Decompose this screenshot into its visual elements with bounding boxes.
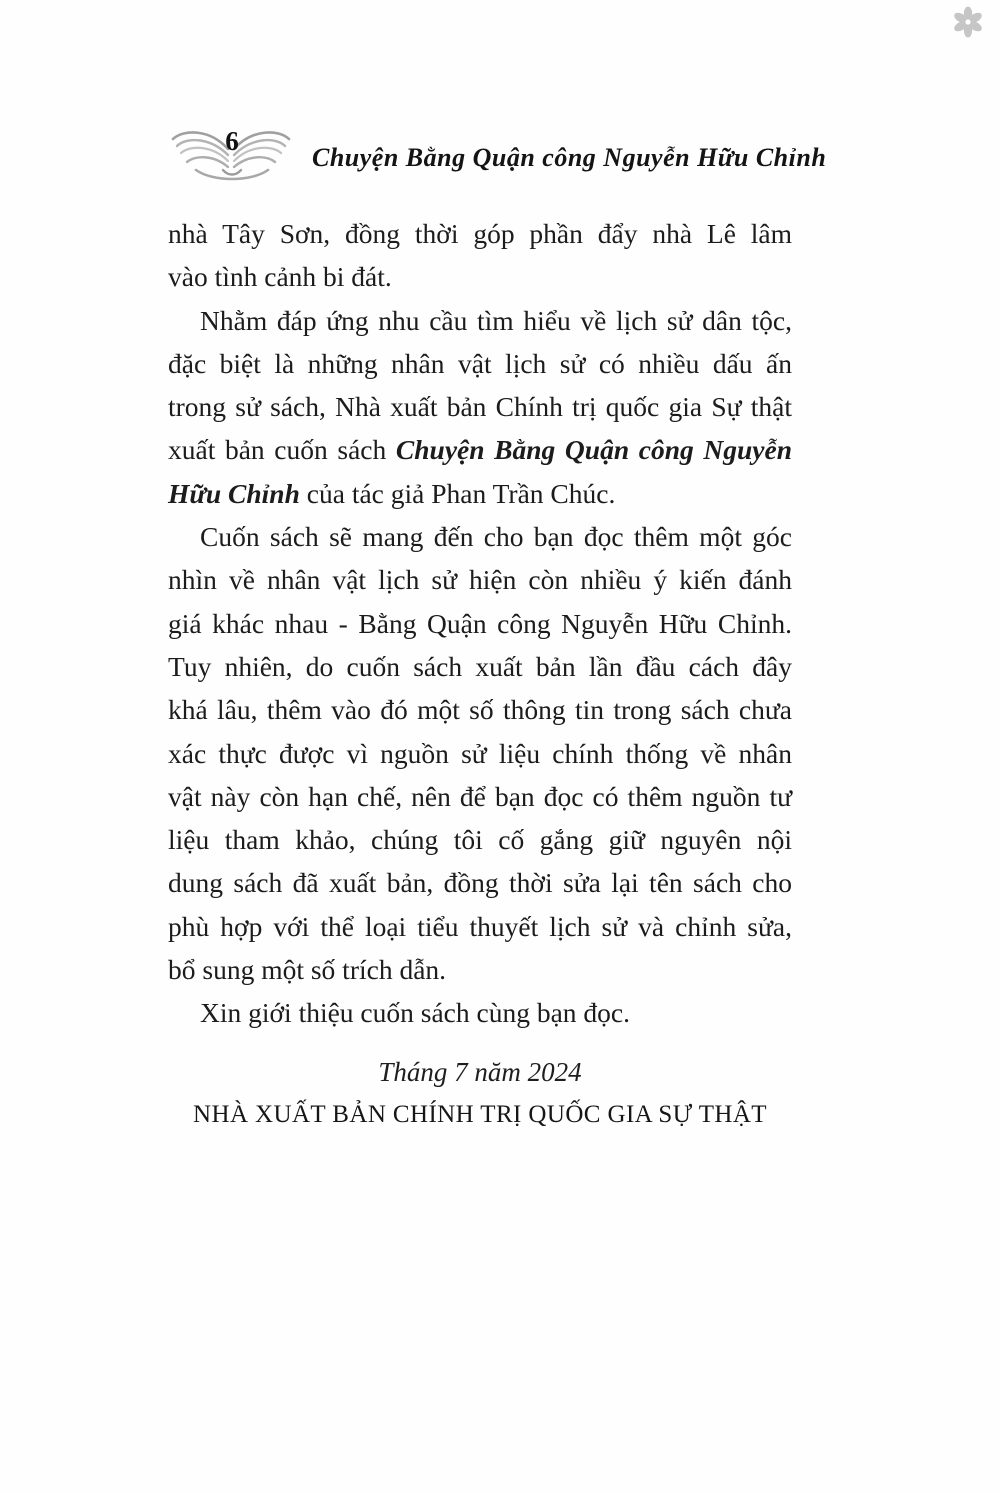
text-segment: Xin giới thiệu cuốn sách cùng bạn đọc. [200, 997, 630, 1029]
text-segment: Nhằm đáp ứng nhu cầu tìm hiểu về lịch sử dân tộc, [200, 304, 792, 336]
text-line [168, 948, 792, 991]
text-line [168, 385, 792, 428]
text-segment: dung sách đã xuất bản, đồng thời sửa lại tên sách cho [168, 867, 792, 899]
text-line [168, 299, 792, 342]
text-segment: vào tình cảnh bi đát. [168, 261, 392, 293]
text-line [168, 515, 792, 558]
text-line [168, 775, 792, 818]
text-line [168, 342, 792, 385]
page-number: 6 [225, 126, 239, 156]
paragraph [168, 299, 792, 515]
publisher-name: NHÀ XUẤT BẢN CHÍNH TRỊ QUỐC GIA SỰ THẬT [193, 1101, 767, 1128]
paragraph [168, 212, 792, 299]
text-segment: liệu tham khảo, chúng tôi cố gắng giữ nguyên nội [168, 824, 792, 856]
running-title: Chuyện Bằng Quận công Nguyễn Hữu Chỉnh [312, 143, 827, 172]
paragraph [168, 991, 792, 1034]
flower-ornament-icon [950, 4, 986, 40]
text-line [168, 688, 792, 731]
page-header [168, 124, 827, 192]
text-segment: xuất bản cuốn sách [168, 434, 396, 466]
signature-block [118, 1052, 842, 1138]
text-segment: đặc biệt là những nhân vật lịch sử có nhiều dấu ấn [168, 347, 792, 379]
text-line [168, 558, 792, 601]
text-line [168, 818, 792, 861]
text-line [168, 428, 792, 471]
open-book-ornament-icon [168, 125, 296, 191]
text-line [168, 212, 792, 255]
text-line [168, 732, 792, 775]
text-segment: của tác giả Phan Trần Chúc. [299, 477, 616, 509]
text-line [168, 645, 792, 688]
text-segment: giá khác nhau - Bằng Quận công Nguyễn Hữu Chỉnh. [168, 607, 792, 639]
text-segment: Cuốn sách sẽ mang đến cho bạn đọc thêm một góc [200, 521, 792, 553]
text-segment: trong sử sách, Nhà xuất bản Chính trị quốc gia Sự thật [168, 391, 792, 423]
date-line: Tháng 7 năm 2024 [378, 1057, 582, 1087]
text-segment: khá lâu, thêm vào đó một số thông tin trong sách chưa [168, 694, 792, 726]
text-line [168, 905, 792, 948]
text-line [168, 991, 792, 1034]
paragraph [168, 515, 792, 991]
book-title-emphasis: Chuyện Bằng Quận công Nguyễn [395, 434, 792, 466]
text-line [168, 472, 792, 515]
text-segment: phù hợp với thể loại tiểu thuyết lịch sử và chỉnh sửa, [168, 910, 792, 942]
text-line [168, 602, 792, 645]
text-segment: vật này còn hạn chế, nên để bạn đọc có thêm nguồn tư [168, 780, 792, 812]
text-line [168, 861, 792, 904]
text-segment: xác thực được vì nguồn sử liệu chính thống về nhân [168, 737, 792, 769]
text-segment: nhìn về nhân vật lịch sử hiện còn nhiều ý kiến đánh [168, 564, 792, 596]
body-text [168, 212, 792, 1035]
book-title-emphasis: Hữu Chỉnh [168, 477, 300, 509]
text-segment: bổ sung một số trích dẫn. [168, 954, 447, 986]
text-segment: nhà Tây Sơn, đồng thời góp phần đẩy nhà Lê lâm [168, 218, 792, 249]
text-line [168, 255, 792, 298]
text-segment: Tuy nhiên, do cuốn sách xuất bản lần đầu cách đây [168, 650, 792, 682]
